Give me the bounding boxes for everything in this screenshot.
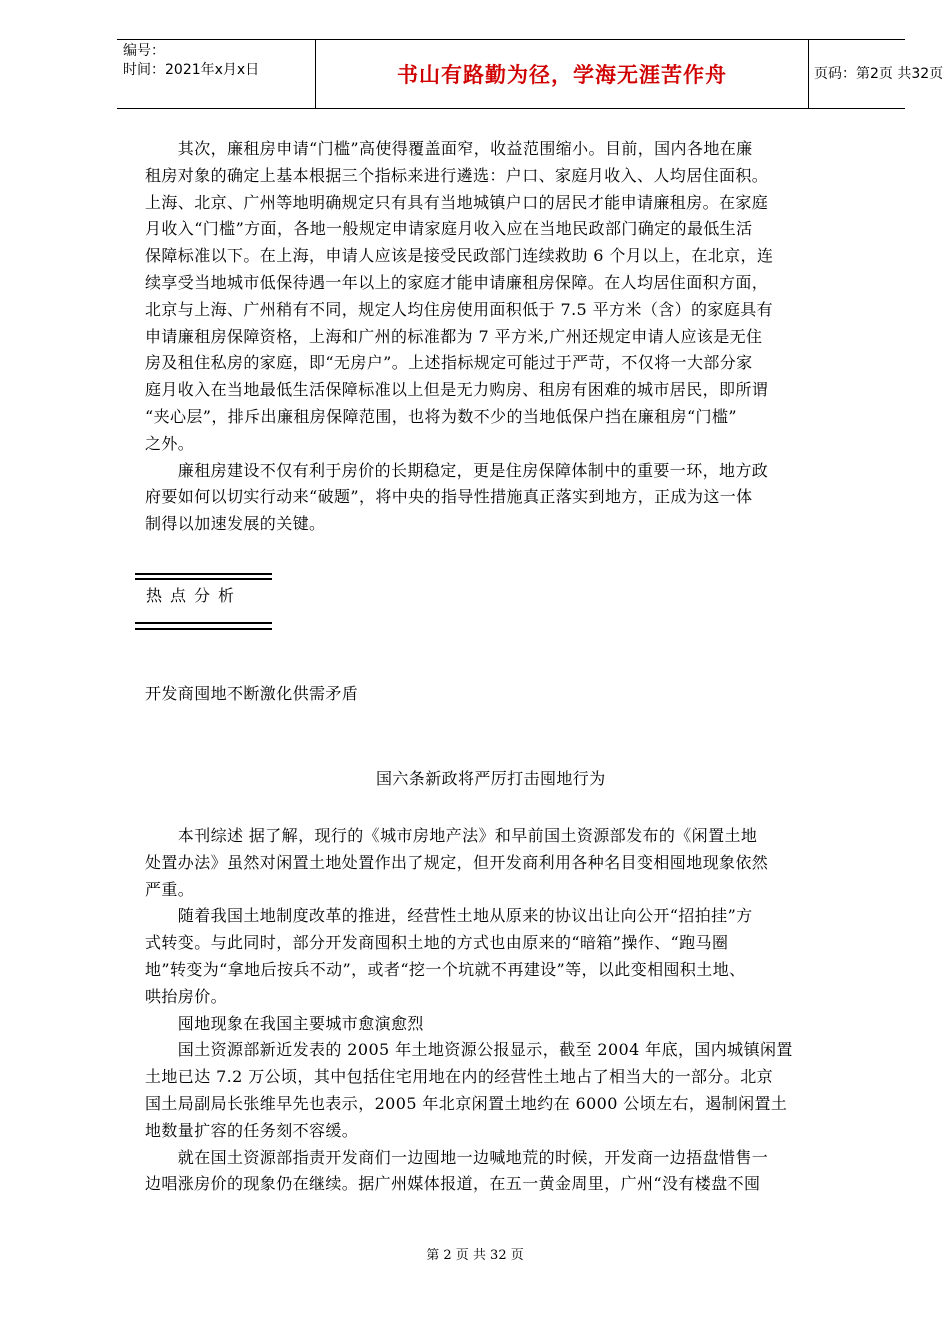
header-page-cell: [808, 40, 944, 108]
paragraph-line: 之外。: [145, 433, 195, 453]
body-text-block-1: [145, 136, 880, 538]
paragraph-line: 边唱涨房价的现象仍在继续。据广州媒体报道，在五一黄金周里，广州“没有楼盘不囤: [145, 1174, 761, 1194]
section-rule-top-inner: [135, 578, 272, 580]
article-headline: 开发商囤地不断激化供需矛盾: [145, 684, 359, 703]
paragraph-line: 处置办法》虽然对闲置土地处置作出了规定，但开发商利用各种名目变相囤地现象依然: [145, 852, 769, 872]
header-page-info: 页码：第2页 共32页: [814, 66, 944, 82]
paragraph-line: 随着我国土地制度改革的推进，经营性土地从原来的协议出让向公开“招拍挂”方: [145, 906, 753, 926]
page-footer: 第 2 页 共 32 页: [426, 1248, 524, 1263]
paragraph-line: 制得以加速发展的关键。: [145, 514, 326, 534]
paragraph-line: 北京与上海、广州稍有不同，规定人均住房使用面积低于 7.5 平方米（含）的家庭具有: [145, 299, 774, 319]
paragraph-line: 月收入“门槛”方面，各地一般规定申请家庭月收入应在当地民政部门确定的最低生活: [145, 219, 753, 239]
section-rule-bottom: [135, 622, 272, 624]
paragraph-line: 府要如何以切实行动来“破题”，将中央的指导性措施真正落实到地方，正成为这一体: [145, 487, 753, 507]
paragraph-line: 土地已达 7.2 万公顷，其中包括住宅用地在内的经营性土地占了相当大的一部分。北京: [145, 1067, 774, 1087]
paragraph-line: 续享受当地城市低保待遇一年以上的家庭才能申请廉租房保障。在人均居住面积方面，: [145, 272, 769, 292]
article-subheadline: 国六条新政将严厉打击囤地行为: [376, 769, 606, 788]
header-motto: 书山有路勤为径，学海无涯苦作舟: [397, 63, 727, 87]
document-number-label: 编号：: [123, 43, 165, 59]
section-title: 热点分析: [146, 586, 243, 605]
body-text-block-2: [145, 823, 880, 1198]
section-rule-top: [135, 573, 272, 575]
paragraph-line: 国土局副局长张维早先也表示，2005 年北京闲置土地约在 6000 公顷左右，遏制闲置土: [145, 1093, 788, 1113]
paragraph-line: 租房对象的确定上基本根据三个指标来进行遴选：户口、家庭月收入、人均居住面积。: [145, 165, 769, 185]
paragraph-line: 保障标准以下。在上海，申请人应该是接受民政部门连续救助 6 个月以上，在北京，连: [145, 246, 774, 266]
paragraph-line: 申请廉租房保障资格，上海和广州的标准都为 7 平方米,广州还规定申请人应该是无住: [145, 326, 763, 346]
paragraph-line: 上海、北京、广州等地明确规定只有具有当地城镇户口的居民才能申请廉租房。在家庭: [145, 192, 769, 212]
paragraph-line: 严重。: [145, 879, 195, 899]
paragraph-line: 国土资源部新近发表的 2005 年土地资源公报显示，截至 2004 年底，国内城镇闲置: [145, 1040, 793, 1060]
section-rule-bottom-inner: [135, 628, 272, 630]
paragraph-line: 囤地现象在我国主要城市愈演愈烈: [145, 1013, 424, 1033]
paragraph-line: 庭月收入在当地最低生活保障标准以上但是无力购房、租房有困难的城市居民，即所谓: [145, 380, 769, 400]
paragraph-line: 就在国土资源部指责开发商们一边囤地一边喊地荒的时候，开发商一边捂盘惜售一: [145, 1147, 769, 1167]
paragraph-line: 地数量扩容的任务刻不容缓。: [145, 1120, 359, 1140]
header-motto-cell: [315, 40, 809, 108]
paragraph-line: “夹心层”，排斥出廉租房保障范围，也将为数不少的当地低保户挡在廉租房“门槛”: [145, 406, 737, 426]
paragraph-line: 廉租房建设不仅有利于房价的长期稳定，更是住房保障体制中的重要一环，地方政: [145, 460, 769, 480]
paragraph-line: 本刊综述 据了解，现行的《城市房地产法》和早前国土资源部发布的《闲置土地: [145, 826, 758, 845]
paragraph-line: 其次，廉租房申请“门槛”高使得覆盖面窄，收益范围缩小。目前，国内各地在廉: [145, 139, 753, 158]
page-header: [117, 39, 944, 109]
paragraph-line: 式转变。与此同时，部分开发商囤积土地的方式也由原来的“暗箱”操作、“跑马圈: [145, 933, 729, 953]
paragraph-line: 房及租住私房的家庭，即“无房户”。上述指标规定可能过于严苛，不仅将一大部分家: [145, 353, 753, 373]
document-date-label: 时间：2021年x月x日: [123, 62, 260, 78]
paragraph-line: 地”转变为“拿地后按兵不动”，或者“挖一个坑就不再建设”等，以此变相囤积土地、: [145, 959, 746, 979]
paragraph-line: 哄抬房价。: [145, 986, 228, 1006]
header-meta-cell: [117, 40, 315, 108]
